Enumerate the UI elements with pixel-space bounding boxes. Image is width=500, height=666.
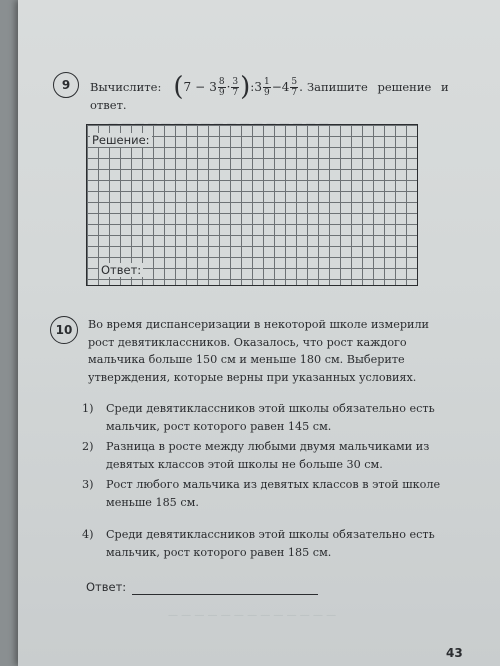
answer-label: Ответ: (101, 263, 142, 277)
task-10-answer-field[interactable] (132, 594, 318, 595)
solution-grid[interactable] (86, 124, 418, 286)
task-9-expression: ( 7 − 3 $\frac{8}{9}$ · $\frac{3}{7}$ ) : 3 $\frac{1}{9}$ − 4 $\frac{5}{7}$ . (173, 72, 303, 102)
task-10-text: Во время диспансеризации в некоторой школе измерили рост девятиклассников. Оказалось, что рост каждого мальчика больше 150 см и меньше 180 см. Выберите утверждения, которые верны при указанных условиях. (88, 318, 430, 384)
page-number: 43 (446, 646, 463, 660)
fraction: $\frac{3}{7}$ (232, 76, 239, 98)
option-3: 3) Рост любого мальчика из девятых классов в этой школе меньше 185 см. (82, 478, 441, 509)
option-2: 2) Разница в росте между любыми двумя мальчиками из девятых классов этой школы не больше 30 см. (82, 440, 430, 471)
task-10-answer-label: Ответ: (86, 580, 127, 594)
task-9-instruction: Запишите решение и (306, 80, 449, 94)
task-9-prompt (90, 74, 449, 100)
option-4: 4) Среди девятиклассников этой школы обязательно есть мальчик, рост которого равен 185 см. (82, 528, 435, 559)
fraction: $\frac{5}{7}$ (291, 76, 298, 98)
option-1: 1) Среди девятиклассников этой школы обязательно есть мальчик, рост которого равен 145 см. (82, 402, 435, 433)
task-9-instruction-cont: ответ. (90, 98, 127, 112)
task-10-number: 10 (50, 316, 78, 344)
fraction: $\frac{8}{9}$ (218, 76, 225, 98)
task-9-label: Вычислите: (90, 80, 162, 94)
solution-label: Решение: (92, 133, 150, 147)
bleed-through-text: — — — — — — — — — — — — — (168, 610, 337, 621)
task-9-number: 9 (53, 72, 79, 98)
workbook-page (18, 0, 500, 666)
fraction: $\frac{1}{9}$ (263, 76, 270, 98)
